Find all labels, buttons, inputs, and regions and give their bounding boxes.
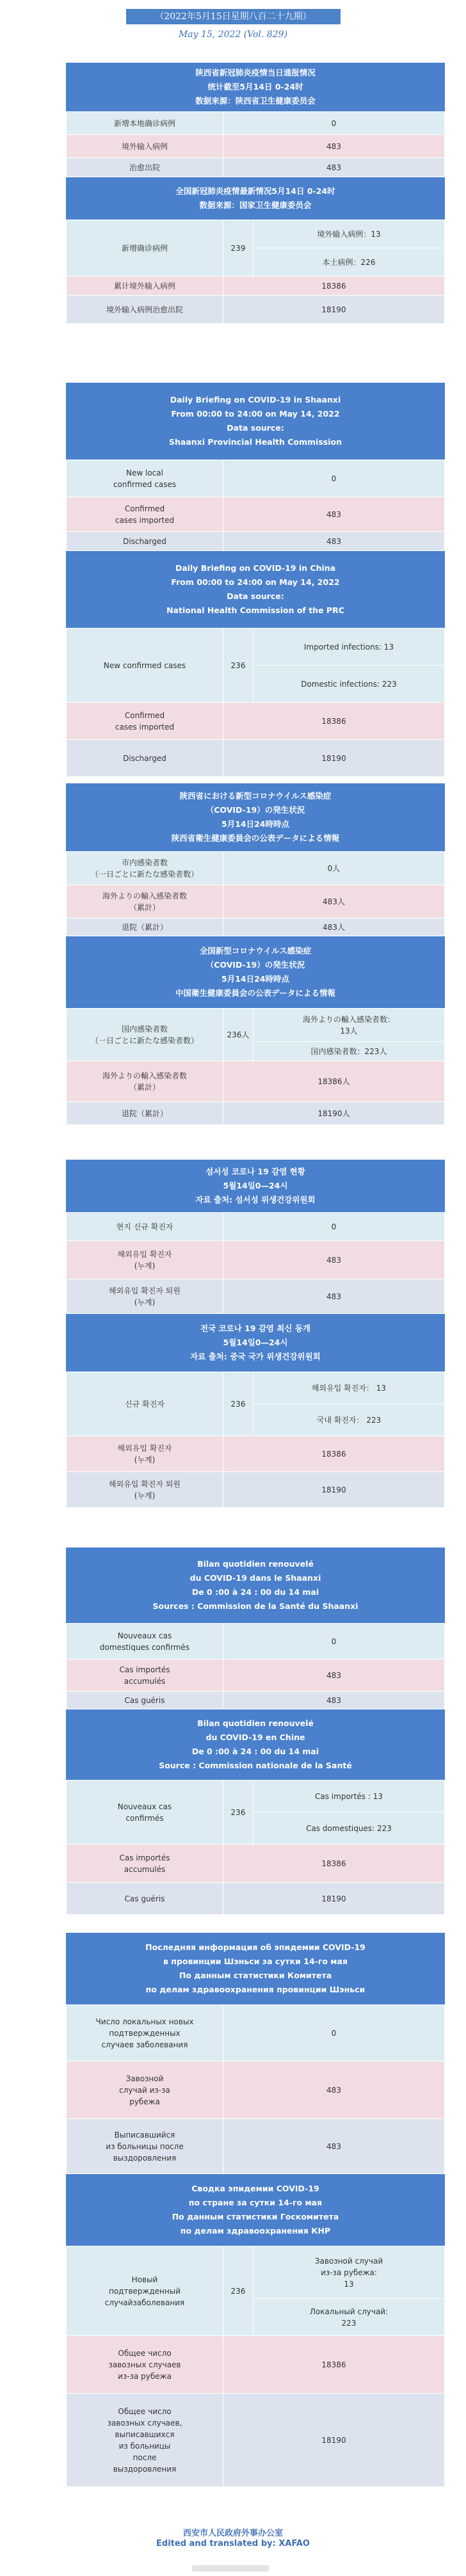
domestic-cell: 국내 확진자： 223 [253,1404,445,1436]
zh-shaanxi-table [66,111,445,177]
table-row [67,276,445,296]
ja-shaanxi-subtitle: （COVID-19）の発生状況 [205,805,305,815]
row-label: Число локальных новых подтвержденных случаев заболевания [67,2005,223,2061]
table-row [67,1624,445,1660]
row-value: 0 [223,1624,445,1660]
table-row [67,1436,445,1472]
table-row [67,2246,445,2299]
row-label: 해외유입 확진자 퇴원 (누계) [67,1279,223,1314]
zh-shaanxi-source: 数据来源：陕西省卫生健康委员会 [195,96,316,106]
row-label: 境外输入病例 [67,135,223,158]
domestic-cell: 本土病例：226 [253,248,445,276]
ru-china-source: по делам здравоохранения КНР [180,2226,331,2236]
domestic-cell: Domestic infections: 223 [253,666,445,703]
imported-cell: 境外输入病例：13 [253,220,445,248]
row-label: 市内感染者数 （一日ごとに新たな感染者数） [67,852,223,885]
zh-china-table [66,220,445,324]
row-value: 239 [223,220,253,276]
ja-shaanxi-header [66,783,445,851]
table-row [67,1692,445,1709]
footer-agency: 西安市人民政府外事办公室 [182,2529,283,2538]
ko-shaanxi-title: 섬서성 코로나 19 감염 현황 [205,1167,305,1176]
ko-shaanxi-table [66,1212,445,1314]
row-value: 18190 [223,740,445,777]
row-value: 483 [223,497,445,532]
row-value: 0 [223,112,445,135]
row-label: 해외유입 확진자 (누계) [67,1436,223,1472]
table-row [67,2336,445,2394]
row-label: 新增确诊病例 [67,220,223,276]
zh-china-source: 数据来源：国家卫生健康委员会 [199,200,312,210]
row-label: 현지 신규 확진자 [67,1213,223,1241]
row-value: 483人 [223,885,445,918]
table-row [67,497,445,532]
row-label: Общее число завозных случаев, выписавшихся из больницы после выздоровления [67,2394,223,2487]
en-section [66,383,445,777]
row-label: 해외유입 확진자 퇴원 (누계) [67,1472,223,1508]
zh-shaanxi-header [66,63,445,111]
row-value: 18386 [223,703,445,740]
ru-shaanxi-source-label: По данным статистики Комитета [179,1971,332,1980]
row-label: Cas importés accumulés [67,1660,223,1692]
row-value: 18386 [223,1436,445,1472]
fr-shaanxi-source: Sources : Commission de la Santé du Shaanxi [152,1601,358,1611]
ko-china-header [66,1314,445,1372]
fr-shaanxi-title: Bilan quotidien renouvelé [197,1559,314,1569]
ko-shaanxi-period: 5월14일0—24시 [223,1181,288,1190]
table-row [67,296,445,324]
table-row [67,1780,445,1812]
en-china-period: From 00:00 to 24:00 on May 14, 2022 [171,577,340,587]
en-shaanxi-table [66,460,445,551]
zh-china-title: 全国新冠肺炎疫情最新情况5月14日 0-24时 [175,186,335,196]
row-label: 新增本地确诊病例 [67,112,223,135]
row-value: 236 [223,1780,253,1844]
bottom-divider [192,2565,269,2572]
en-china-source: National Health Commission of the PRC [166,605,344,615]
fr-shaanxi-subtitle: du COVID-19 dans le Shaanxi [189,1573,321,1583]
row-label: Nouveaux cas domestiques confirmés [67,1624,223,1660]
ja-china-period: 5月14日24時時点 [221,974,289,984]
table-row [67,628,445,666]
row-label: Discharged [67,740,223,777]
en-china-source-label: Data source: [227,591,284,601]
row-label: Confirmed cases imported [67,497,223,532]
imported-cell: Cas importés : 13 [253,1780,445,1812]
en-china-table [66,628,445,777]
row-value: 483 [223,1241,445,1279]
row-value: 18190 [223,2394,445,2487]
row-label: 累计境外输入病例 [67,276,223,296]
ru-china-subtitle: по стране за сутки 14-го мая [188,2198,323,2207]
fr-shaanxi-header [66,1548,445,1623]
row-value: 18190人 [223,1102,445,1125]
table-row [67,158,445,177]
ru-china-table [66,2246,445,2487]
ko-shaanxi-header [66,1160,445,1212]
en-shaanxi-title: Daily Briefing on COVID-19 in Shaanxi [170,395,341,404]
row-label: Cas guéris [67,1883,223,1915]
row-label: Выписавшийся из больницы после выздоровления [67,2119,223,2174]
row-label: Завозной случай из-за рубежа [67,2061,223,2119]
table-row [67,2005,445,2061]
row-value: 0人 [223,852,445,885]
fr-china-source: Source : Commission nationale de la Santé [159,1761,352,1770]
ko-shaanxi-source: 자료 출처: 섬서성 위생건강위원회 [195,1195,316,1204]
row-value: 483 [223,2061,445,2119]
table-row [67,703,445,740]
table-row [67,1241,445,1279]
table-row [67,1883,445,1915]
row-value: 483 [223,1692,445,1709]
footer-credit: Edited and translated by: XAFAO [156,2539,310,2548]
ko-china-period: 5월14일0—24시 [223,1338,288,1347]
ko-section [66,1160,445,1508]
table-row [67,220,445,248]
en-shaanxi-period: From 00:00 to 24:00 on May 14, 2022 [171,409,340,419]
row-value: 236 [223,2246,253,2336]
ru-section [66,1933,445,2487]
ja-shaanxi-source: 陝西省衛生健康委員会の公表データによる情報 [171,833,340,843]
table-row [67,1102,445,1125]
row-label: New confirmed cases [67,628,223,703]
table-row [67,2061,445,2119]
row-label: 境外输入病例治愈出院 [67,296,223,324]
imported-cell: Imported infections: 13 [253,628,445,666]
ko-china-table [66,1372,445,1508]
fr-china-period: De 0 :00 à 24 : 00 du 14 mai [191,1747,319,1756]
ru-shaanxi-title: Последняя информация об эпидемии COVID-19 [145,1942,366,1952]
row-value: 483 [223,135,445,158]
table-row [67,740,445,777]
row-value: 0 [223,460,445,497]
en-china-header [66,551,445,628]
table-row [67,1844,445,1883]
imported-cell: 海外よりの輸入感染者数： 13人 [253,1009,445,1042]
row-label: 海外よりの輸入感染者数 （累計） [67,1061,223,1102]
zh-shaanxi-period: 统计截至5月14日 0-24时 [207,82,303,92]
fr-china-header [66,1709,445,1780]
table-row [67,1213,445,1241]
row-label: 해외유입 확진자 (누계) [67,1241,223,1279]
ru-china-source-label: По данным статистики Госкомитета [172,2212,339,2221]
row-label: Общее число завозных случаев из-за рубежа [67,2336,223,2394]
table-row [67,1061,445,1102]
table-row [67,1372,445,1404]
domestic-cell: 国内感染者数：223人 [253,1042,445,1061]
row-value: 18190 [223,296,445,324]
row-value: 483 [223,158,445,177]
row-value: 18386 [223,276,445,296]
row-label: 海外よりの輸入感染者数 （累計） [67,885,223,918]
en-shaanxi-header [66,383,445,460]
row-label: 退院（累計） [67,918,223,936]
table-row [67,2119,445,2174]
domestic-cell: Cas domestiques: 223 [253,1812,445,1844]
ja-shaanxi-table [66,851,445,936]
row-value: 0 [223,1213,445,1241]
row-value: 18190 [223,1883,445,1915]
row-value: 483人 [223,918,445,936]
ja-shaanxi-period: 5月14日24時時点 [221,819,289,829]
en-china-title: Daily Briefing on COVID-19 in China [175,563,336,573]
table-row [67,1472,445,1508]
row-value: 18190 [223,1472,445,1508]
table-row [67,135,445,158]
row-label: Confirmed cases imported [67,703,223,740]
en-shaanxi-source: Shaanxi Provincial Health Commission [168,437,342,447]
fr-china-table [66,1780,445,1915]
en-shaanxi-source-label: Data source: [227,423,284,433]
table-row [67,852,445,885]
row-label: 治愈出院 [67,158,223,177]
row-value: 483 [223,2119,445,2174]
table-row [67,1660,445,1692]
row-value: 18386 [223,2336,445,2394]
ko-china-title: 전국 코로나 19 감염 최신 동개 [200,1324,310,1333]
table-row [67,460,445,497]
fr-shaanxi-table [66,1623,445,1709]
fr-china-title: Bilan quotidien renouvelé [197,1718,314,1728]
table-row [67,532,445,551]
row-label: New local confirmed cases [67,460,223,497]
ru-china-header [66,2174,445,2246]
table-row [67,112,445,135]
table-row [67,2394,445,2487]
row-label: Cas importés accumulés [67,1844,223,1883]
fr-china-subtitle: du COVID-19 en Chine [205,1732,305,1742]
fr-shaanxi-period: De 0 :00 à 24 : 00 du 14 mai [191,1587,319,1597]
row-value: 483 [223,1660,445,1692]
row-label: 退院（累計） [67,1102,223,1125]
ja-shaanxi-title: 陝西省における新型コロナウイルス感染症 [179,791,332,801]
ru-china-title: Сводка эпидемии COVID-19 [191,2184,319,2193]
ja-china-table [66,1008,445,1125]
ru-shaanxi-header [66,1933,445,2004]
ja-china-subtitle: （COVID-19）の発生状況 [205,960,305,970]
row-label: Discharged [67,532,223,551]
zh-shaanxi-title: 陕西省新冠肺炎疫情当日通报情况 [195,68,316,77]
row-label: 신규 확진자 [67,1372,223,1436]
ja-china-source: 中国衛生健康委員会の公表データによる情報 [175,988,335,998]
row-value: 236 [223,628,253,703]
row-value: 236 [223,1372,253,1436]
row-value: 0 [223,2005,445,2061]
ja-section [66,783,445,1125]
row-value: 483 [223,532,445,551]
row-value: 18386 [223,1844,445,1883]
row-label: Cas guéris [67,1692,223,1709]
imported-cell: Завозной случай из-за рубежа: 13 [253,2246,445,2299]
row-label: Nouveaux cas confirmés [67,1780,223,1844]
imported-cell: 해외유입 확진자： 13 [253,1372,445,1404]
zh-section [66,63,445,324]
fr-section [66,1548,445,1915]
table-row [67,918,445,936]
ja-china-header [66,936,445,1008]
issue-date: May 15, 2022 (Vol. 829) [178,29,288,40]
row-label: 国内感染者数 （一日ごとに新たな感染者数） [67,1009,223,1061]
row-value: 483 [223,1279,445,1314]
row-value: 18386人 [223,1061,445,1102]
issue-badge: （2022年5月15日星期八百二十九期） [126,9,341,24]
ja-china-title: 全国新型コロナウイルス感染症 [199,946,312,956]
domestic-cell: Локальный случай: 223 [253,2299,445,2336]
row-value: 236人 [223,1009,253,1061]
zh-china-header [66,177,445,220]
ko-china-source: 자료 출처: 중국 국가 위생건강위원회 [190,1352,321,1361]
table-row [67,885,445,918]
ru-shaanxi-subtitle: в провинции Шэньси за сутки 14-го мая [163,1956,348,1966]
row-label: Новый подтвержденный случайзаболевания [67,2246,223,2336]
ru-shaanxi-table [66,2004,445,2174]
table-row [67,1279,445,1314]
table-row [67,1009,445,1042]
ru-shaanxi-source: по делам здравоохранения провинции Шэньси [145,1985,366,1994]
